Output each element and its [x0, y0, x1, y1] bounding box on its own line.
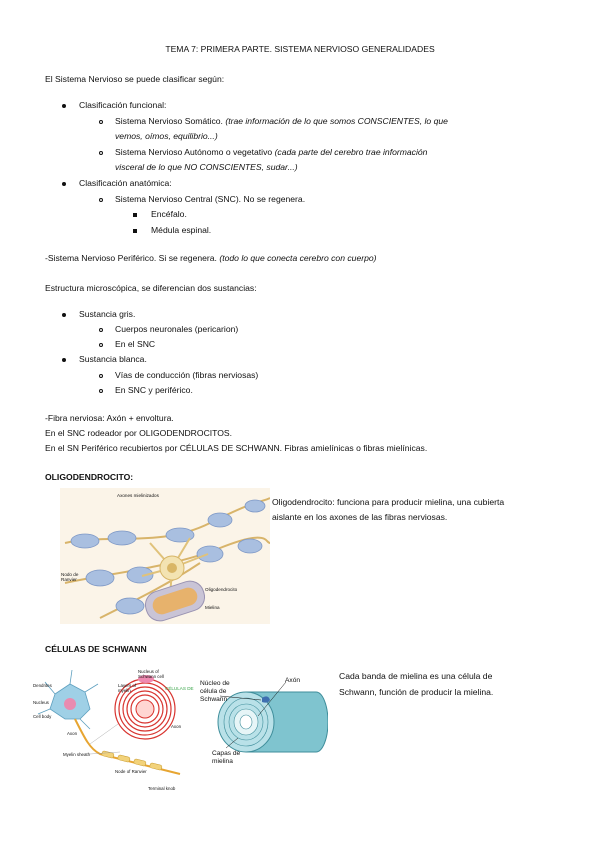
fig-terminal-label: Terminal knob [148, 786, 176, 791]
fig-nodo-label-2: Ranvier [61, 577, 77, 582]
fig2-nucleo-label: Núcleo de [200, 680, 230, 687]
fig-nodo-label: Nodo de [61, 572, 79, 577]
blanca-label: Sustancia blanca. [79, 354, 147, 364]
square-bullet-icon [133, 213, 137, 217]
somatico-line [115, 116, 448, 126]
autonomo-text: Sistema Nervioso Autónomo o vegetativo [115, 147, 273, 157]
square-bullet-icon [133, 229, 137, 233]
medula-text: Médula espinal. [151, 225, 212, 235]
circle-bullet-icon [99, 151, 103, 155]
fibra-line-3: En el SN Periférico recubiertos por CÉLULAS DE SCHWANN. Fibras amielínicas o fibras mielínicas. [45, 443, 428, 453]
periferico-text: -Sistema Nervioso Periférico. Si se regenera. [45, 253, 217, 263]
fig-myelin-sheath-label: Myelin sheath [63, 752, 91, 757]
fig2-nucleo-label-2: célula de [200, 688, 227, 695]
circle-bullet-icon [99, 198, 103, 202]
fibra-line-2: En el SNC rodeador por OLIGODENDROCITOS. [45, 428, 233, 438]
autonomo-note-2: visceral de lo que NO CONSCIENTES, sudar...) [115, 162, 298, 172]
somatico-note: (trae información de lo que somos CONSCIENTES, lo que [225, 116, 448, 126]
fig-nucleus-schwann-label: Nucleus of [138, 669, 159, 674]
oligo-heading: OLIGODENDROCITO: [45, 472, 134, 482]
oligo-text-1: Oligodendrocito: funciona para producir mielina, una cubierta [272, 497, 505, 507]
fig-axon-label: Axon [67, 731, 78, 736]
fig-dendrites-label: Dendrites [33, 683, 52, 688]
circle-bullet-icon [99, 343, 103, 347]
fig-layers-label-2: myelin [118, 688, 131, 693]
fig-cellbody-label: Cell body [33, 714, 52, 719]
myelin-cylinder-figure [198, 672, 328, 772]
fig2-axon-label: Axón [285, 677, 301, 684]
func-label: Clasificación funcional: [79, 100, 167, 110]
periferico-line [45, 253, 377, 263]
fig-axon-r-label: Axon [171, 724, 182, 729]
somatico-text: Sistema Nervioso Somático. [115, 116, 223, 126]
anat-label: Clasificación anatómica: [79, 178, 172, 188]
bullet-icon [62, 358, 66, 362]
fig-celulas-label: CÉLULAS DE [165, 686, 194, 691]
snc-text: Sistema Nervioso Central (SNC). No se regenera. [115, 194, 306, 204]
gris-b: En el SNC [115, 339, 156, 349]
circle-bullet-icon [99, 328, 103, 332]
page-title: TEMA 7: PRIMERA PARTE. SISTEMA NERVIOSO GENERALIDADES [165, 44, 435, 54]
fibra-line-1: -Fibra nerviosa: Axón + envoltura. [45, 413, 174, 423]
fig-mielina-label: Mielina [205, 605, 220, 610]
fig2-nucleo-label-3: Schwann [200, 696, 228, 703]
schwann-text-1: Cada banda de mielina es una célula de [339, 671, 493, 681]
micro-text: Estructura microscópica, se diferencian dos sustancias: [45, 283, 257, 293]
fig-node-label: Node of Ranvier [115, 769, 147, 774]
fig2-capas-label-2: mielina [212, 758, 233, 765]
fig-oligo-label: Oligodendrocito [205, 587, 238, 592]
encefalo-text: Encéfalo. [151, 209, 187, 219]
fig2-capas-label: Capas de [212, 750, 241, 757]
fig-layers-label: Layers of [118, 683, 137, 688]
fig-nucleus-schwann-label-2: Schwann cell [138, 674, 164, 679]
bullet-icon [62, 182, 66, 186]
schwann-text-2: Schwann, función de producir la mielina. [339, 687, 494, 697]
bullet-icon [62, 104, 66, 108]
intro-text: El Sistema Nervioso se puede clasificar según: [45, 74, 225, 84]
fig-axones-label: Axones mielinizados [117, 493, 159, 498]
blanca-a: Vías de conducción (fibras nerviosas) [115, 370, 259, 380]
circle-bullet-icon [99, 374, 103, 378]
fig-nucleus-label: Nucleus [33, 700, 49, 705]
circle-bullet-icon [99, 389, 103, 393]
periferico-note: (todo lo que conecta cerebro con cuerpo) [219, 253, 377, 263]
oligodendrocyte-figure [60, 488, 270, 624]
somatico-note-2: vemos, oímos, equilibrio...) [115, 131, 218, 141]
bullet-icon [62, 313, 66, 317]
gris-a: Cuerpos neuronales (pericarion) [115, 324, 239, 334]
circle-bullet-icon [99, 120, 103, 124]
gris-label: Sustancia gris. [79, 309, 136, 319]
autonomo-note: (cada parte del cerebro trae información [274, 147, 428, 157]
autonomo-line [115, 147, 427, 157]
schwann-heading: CÉLULAS DE SCHWANN [45, 644, 147, 654]
oligo-text-2: aislante en los axones de las fibras nerviosas. [272, 512, 448, 522]
blanca-b: En SNC y periférico. [115, 385, 193, 395]
